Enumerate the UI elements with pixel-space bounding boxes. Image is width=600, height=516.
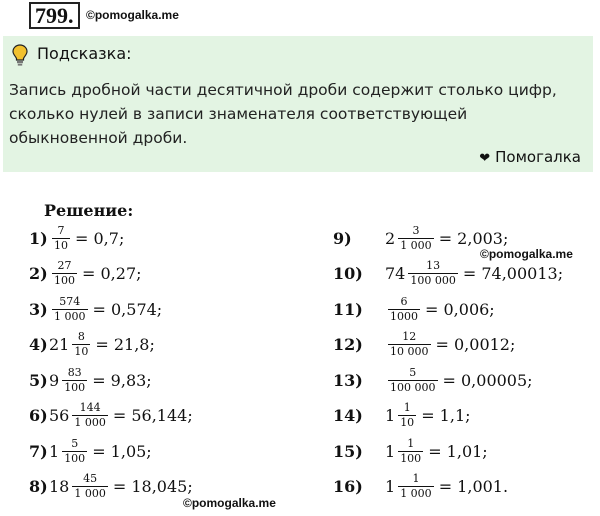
whole-part: 1 <box>385 441 396 461</box>
fraction <box>72 402 108 429</box>
result: = 1,001. <box>438 477 509 496</box>
fraction <box>398 438 423 465</box>
whole-part: 1 <box>385 406 396 425</box>
denominator: 100 <box>54 274 75 287</box>
whole-part: 56 <box>49 406 70 425</box>
numerator: 3 <box>412 223 420 237</box>
item-number: 10) <box>333 264 363 283</box>
item-number: 11) <box>333 299 363 319</box>
solution-item <box>29 471 195 503</box>
numerator: 12 <box>402 330 417 343</box>
task-number: 799. <box>29 2 80 29</box>
result: = 0,006; <box>425 299 495 319</box>
whole-part: 21 <box>49 335 70 354</box>
fraction <box>408 260 458 287</box>
numerator: 45 <box>83 472 98 485</box>
fraction <box>52 260 77 287</box>
item-number: 2) <box>29 264 48 283</box>
numerator: 8 <box>77 330 85 343</box>
hint-text: Запись дробной части десятичной дроби содержит столько цифр, сколько нулей в записи знаменателя соответствующей обыкновенной дроби. <box>9 81 557 147</box>
watermark: ©pomogalka.me <box>86 8 179 22</box>
numerator: 13 <box>426 259 441 272</box>
numerator: 1 <box>403 401 411 414</box>
fraction <box>398 225 434 252</box>
denominator: 10 <box>400 416 415 429</box>
fraction <box>72 473 108 500</box>
result: = 0,574; <box>92 299 163 319</box>
item-number: 9) <box>333 228 352 248</box>
watermark: ©pomogalka.me <box>480 247 573 261</box>
denominator: 100 000 <box>410 274 456 287</box>
denominator: 1 000 <box>400 238 432 252</box>
item-number: 13) <box>333 370 363 390</box>
denominator: 100 000 <box>390 380 436 394</box>
denominator: 100 <box>64 380 86 394</box>
whole-part: 2 <box>385 228 396 248</box>
denominator: 1 000 <box>54 309 86 323</box>
hint-title: Подсказка: <box>37 44 132 63</box>
item-number: 16) <box>333 477 363 496</box>
item-number: 7) <box>29 441 48 461</box>
result: = 21,8; <box>95 335 155 354</box>
solution-item <box>333 258 565 290</box>
result: = 1,01; <box>428 441 488 461</box>
hint-sign-text: Помогалка <box>495 148 581 166</box>
solution-item <box>29 400 195 432</box>
whole-part: 74 <box>385 264 406 283</box>
result: = 18,045; <box>112 477 193 496</box>
numerator: 574 <box>59 294 81 308</box>
solution-item <box>29 222 126 254</box>
item-number: 6) <box>29 406 48 425</box>
solution-item <box>333 471 510 503</box>
fraction <box>388 296 420 323</box>
denominator: 1000 <box>390 309 418 323</box>
result: = 0,00005; <box>442 370 533 390</box>
fraction <box>62 438 87 465</box>
solution-item <box>333 435 490 467</box>
watermark: ©pomogalka.me <box>183 496 276 510</box>
result: = 2,003; <box>438 228 509 248</box>
denominator: 1 000 <box>74 416 106 429</box>
solution-item <box>29 258 144 290</box>
item-number: 1) <box>29 228 48 248</box>
fraction <box>398 402 416 429</box>
result: = 1,05; <box>92 441 152 461</box>
fraction <box>388 367 438 394</box>
fraction <box>398 473 434 500</box>
solution-item <box>333 400 473 432</box>
fraction <box>62 367 87 394</box>
fraction <box>72 331 90 358</box>
fraction <box>388 331 431 358</box>
result: = 74,00013; <box>462 264 564 283</box>
whole-part: 1 <box>385 477 396 496</box>
result: = 1,1; <box>421 406 471 425</box>
denominator: 1 000 <box>74 487 106 500</box>
solution-item <box>29 329 157 361</box>
heart-icon: ❤ <box>479 151 491 166</box>
item-number: 12) <box>333 335 363 354</box>
fraction <box>52 225 70 252</box>
denominator: 10 000 <box>390 345 429 358</box>
hint-signature <box>479 148 581 166</box>
numerator: 27 <box>57 259 72 272</box>
numerator: 144 <box>79 401 101 414</box>
item-number: 5) <box>29 370 48 390</box>
result: = 56,144; <box>112 406 193 425</box>
result: = 9,83; <box>92 370 152 390</box>
numerator: 5 <box>71 436 79 450</box>
solution-title: Решение: <box>44 201 134 220</box>
solution-item <box>333 329 517 361</box>
whole-part: 1 <box>49 441 60 461</box>
numerator: 6 <box>400 294 408 308</box>
result: = 0,0012; <box>435 335 516 354</box>
numerator: 83 <box>67 365 82 379</box>
item-number: 4) <box>29 335 48 354</box>
result: = 0,27; <box>82 264 142 283</box>
fraction <box>52 296 88 323</box>
whole-part: 9 <box>49 370 60 390</box>
hint-box <box>3 36 593 172</box>
item-number: 3) <box>29 299 48 319</box>
whole-part: 18 <box>49 477 70 496</box>
denominator: 10 <box>54 238 68 252</box>
denominator: 100 <box>400 451 422 465</box>
solution-item <box>29 435 154 467</box>
denominator: 100 <box>64 451 86 465</box>
solution-item <box>333 364 535 396</box>
solution-item <box>29 293 164 325</box>
denominator: 10 <box>74 345 89 358</box>
item-number: 8) <box>29 477 48 496</box>
result: = 0,7; <box>75 228 125 248</box>
numerator: 5 <box>409 365 417 379</box>
item-number: 14) <box>333 406 363 425</box>
item-number: 15) <box>333 441 363 461</box>
solution-item <box>29 364 154 396</box>
solution-item <box>333 293 497 325</box>
lightbulb-icon <box>11 43 29 67</box>
numerator: 1 <box>412 472 420 485</box>
denominator: 1 000 <box>400 487 432 500</box>
numerator: 1 <box>407 436 415 450</box>
numerator: 7 <box>57 223 65 237</box>
